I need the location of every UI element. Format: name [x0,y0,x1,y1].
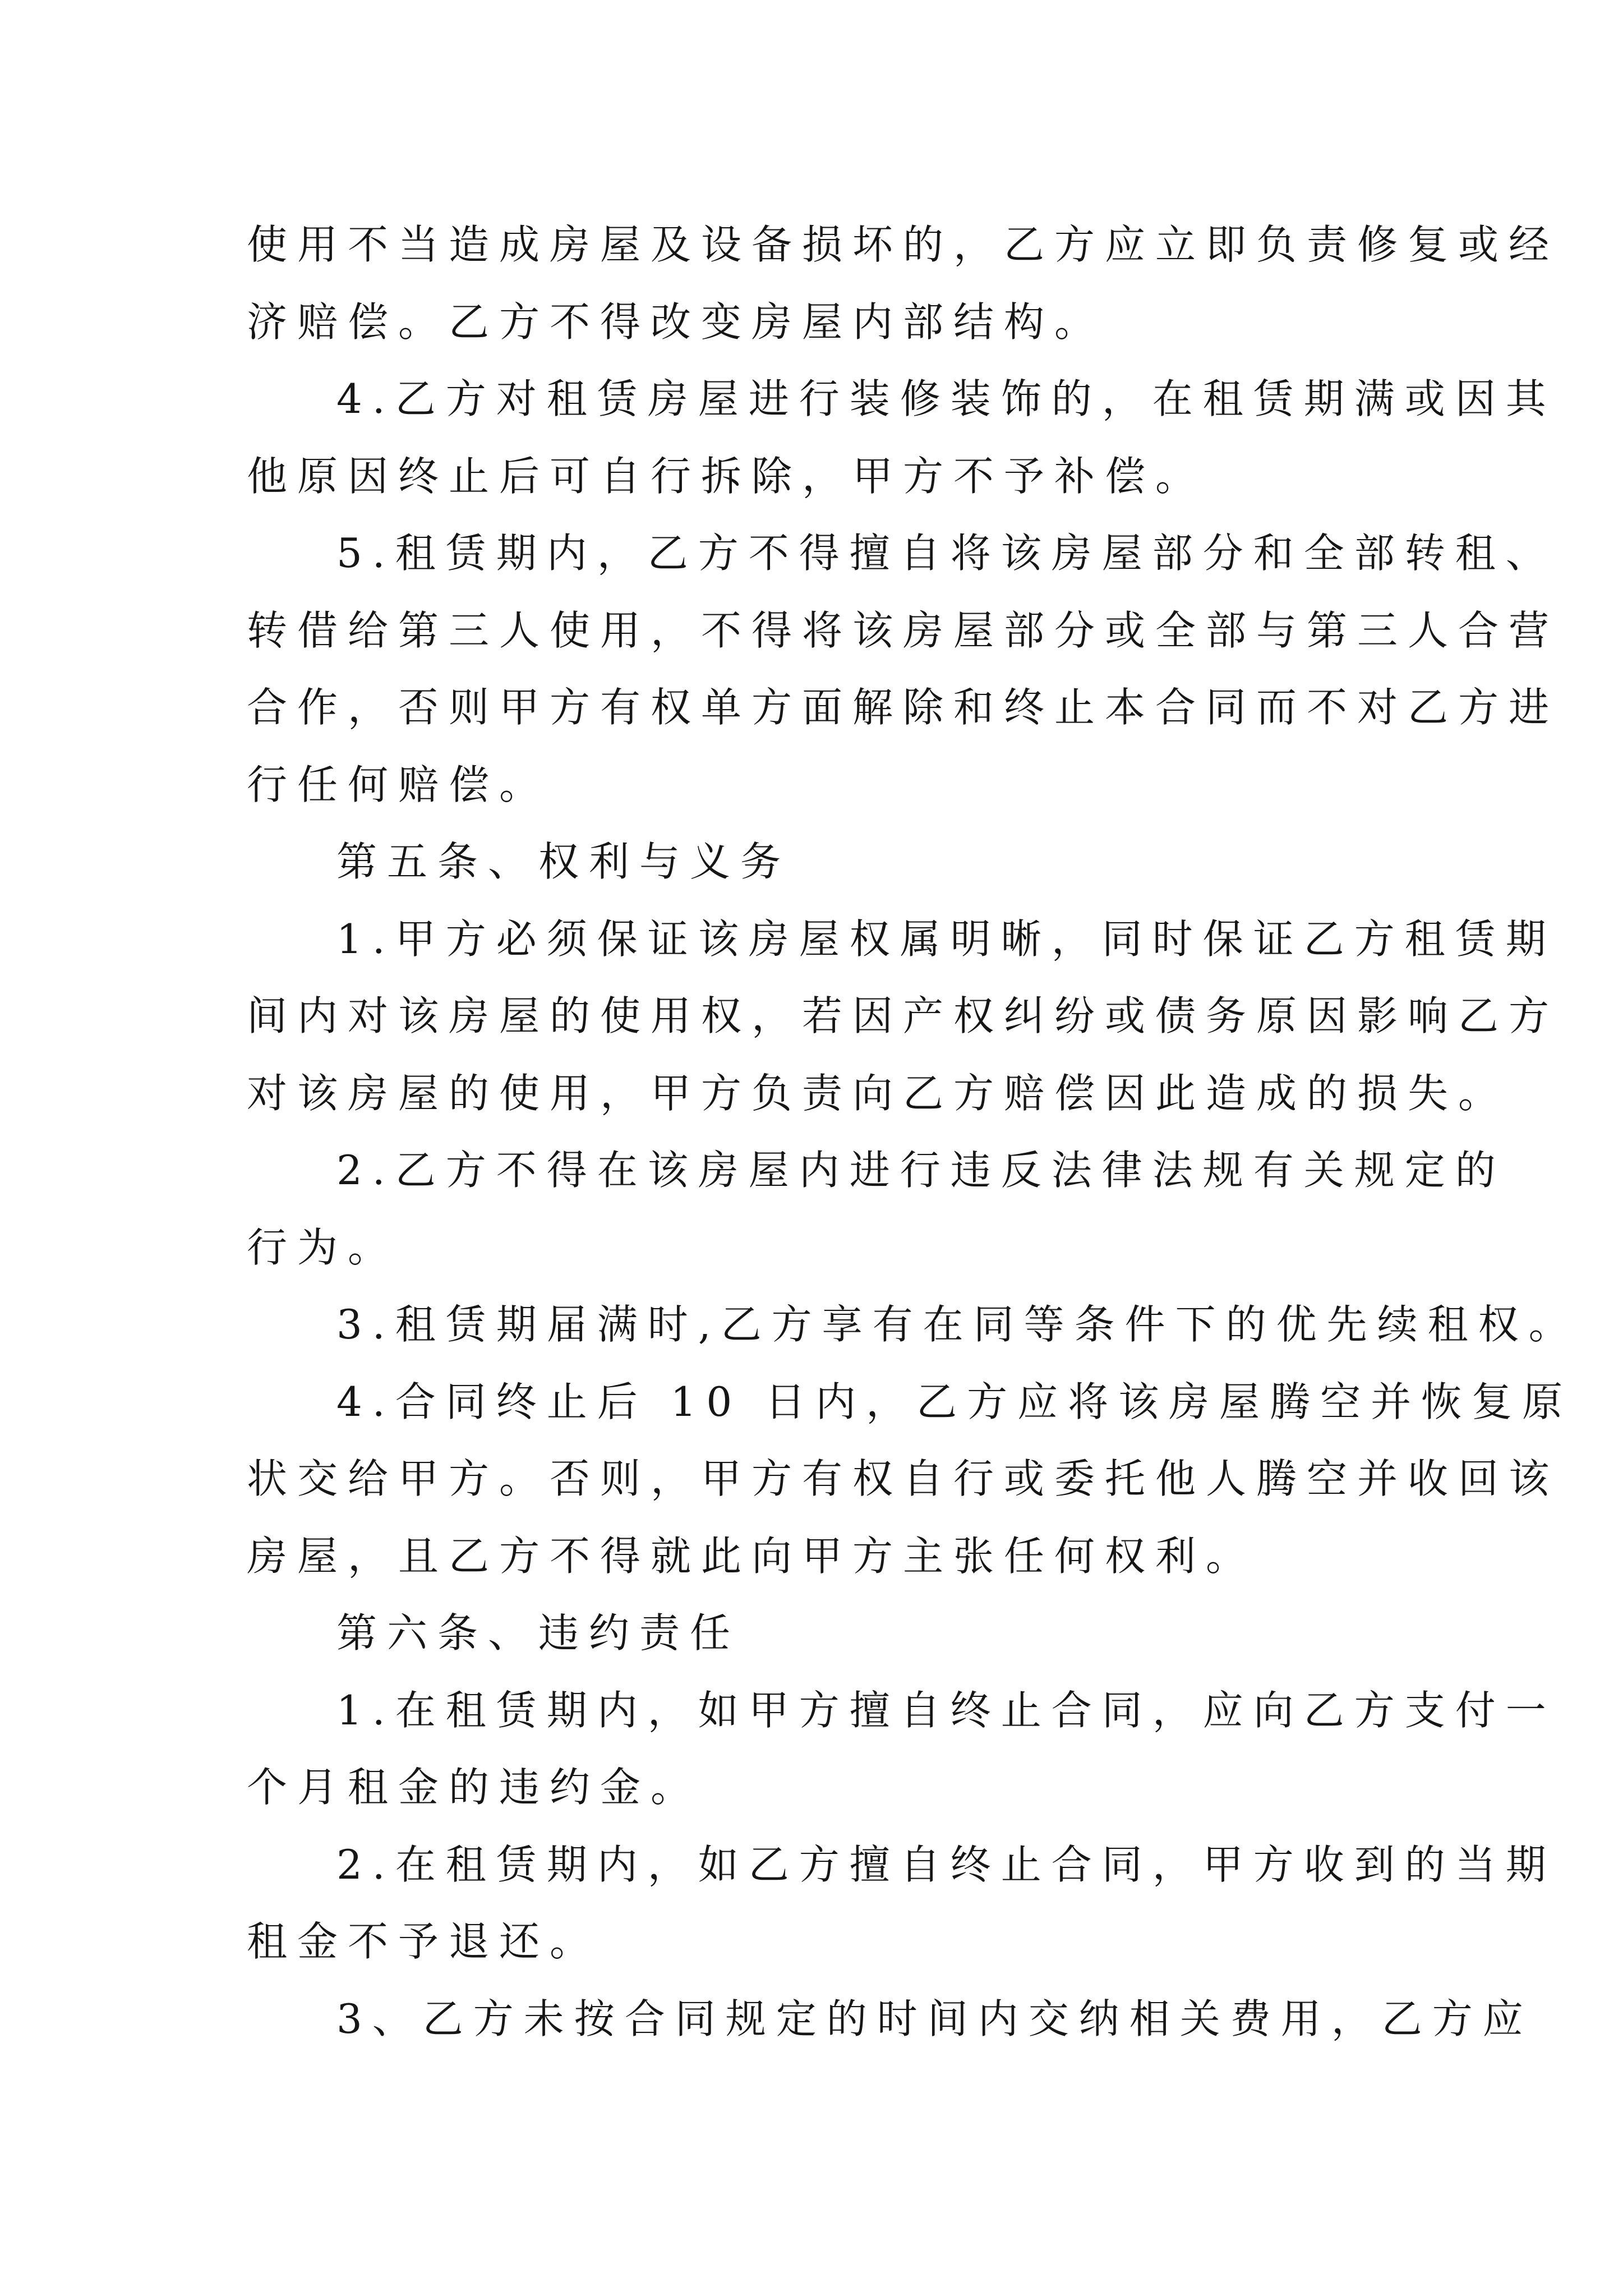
text-line: 4.合同终止后 10 日内，乙方应将该房屋腾空并恢复原 [336,1378,1573,1425]
text-line: 间内对该房屋的使用权，若因产权纠纷或债务原因影响乙方 [247,992,1560,1039]
text-line: 转借给第三人使用，不得将该房屋部分或全部与第三人合营 [247,606,1560,654]
section-heading: 第五条、权利与义务 [336,838,791,885]
text-line: 个月租金的违约金。 [247,1764,702,1811]
text-line: 行任何赔偿。 [247,761,550,808]
text-line: 合作，否则甲方有权单方面解除和终止本合同而不对乙方进 [247,684,1560,731]
text-line: 对该房屋的使用，甲方负责向乙方赔偿因此造成的损失。 [247,1069,1509,1117]
text-line: 状交给甲方。否则，甲方有权自行或委托他人腾空并收回该 [247,1455,1560,1502]
section-heading: 第六条、违约责任 [336,1609,741,1657]
text-line: 2.在租赁期内，如乙方擅自终止合同，甲方收到的当期 [336,1841,1556,1888]
text-line: 1.在租赁期内，如甲方擅自终止合同，应向乙方支付一 [336,1686,1556,1734]
text-line: 济赔偿。乙方不得改变房屋内部结构。 [247,298,1105,346]
text-line: 3、乙方未按合同规定的时间内交纳相关费用，乙方应 [336,1995,1533,2042]
text-line: 行为。 [247,1223,399,1271]
document-body [247,206,1579,2058]
text-line: 使用不当造成房屋及设备损坏的，乙方应立即负责修复或经 [247,221,1560,268]
text-line: 房屋，且乙方不得就此向甲方主张任何权利。 [247,1532,1257,1580]
text-line: 1.甲方必须保证该房屋权属明晰，同时保证乙方租赁期 [336,915,1556,963]
text-line: 5.租赁期内，乙方不得擅自将该房屋部分和全部转租、 [336,530,1556,577]
text-line: 他原因终止后可自行拆除，甲方不予补偿。 [247,452,1206,500]
text-line: 4.乙方对租赁房屋进行装修装饰的，在租赁期满或因其 [336,375,1556,422]
text-line: 3.租赁期届满时,乙方享有在同等条件下的优先续租权。 [336,1301,1579,1348]
text-line: 2.乙方不得在该房屋内进行违反法律法规有关规定的 [336,1147,1506,1194]
text-line: 租金不予退还。 [247,1918,601,1965]
